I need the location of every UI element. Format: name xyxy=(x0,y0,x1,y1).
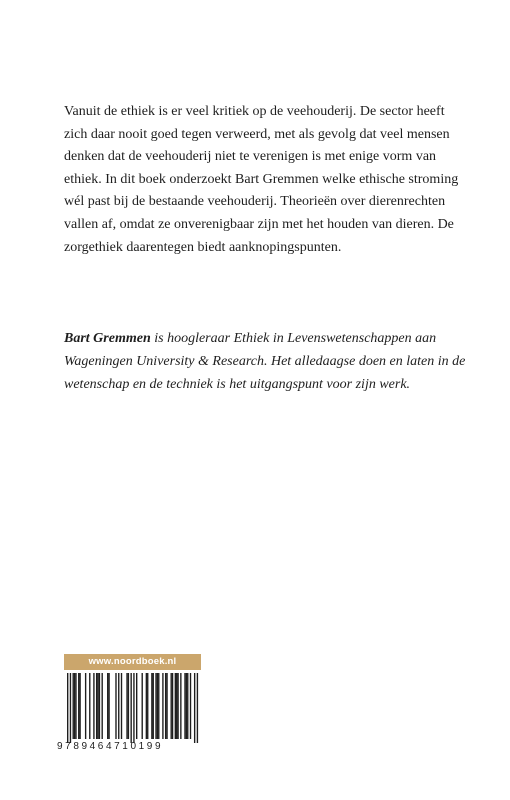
author-bio xyxy=(64,327,474,396)
barcode-bar xyxy=(151,673,152,739)
barcode-bar xyxy=(79,673,80,739)
barcode-bar xyxy=(176,673,177,739)
barcode-bar xyxy=(166,673,167,739)
barcode-bar xyxy=(107,673,108,739)
barcode-bar xyxy=(162,673,163,739)
barcode-bar xyxy=(153,673,154,739)
barcode-bars xyxy=(57,673,203,743)
barcode-bar xyxy=(146,673,147,739)
barcode-bar xyxy=(89,673,90,739)
barcode-bar xyxy=(136,673,137,739)
barcode-bar xyxy=(96,673,97,739)
author-bio-text: is hoogleraar Ethiek in Levenswetenschappen aan Wageningen University & Research. Het alledaagse doen en laten in de wetenschap en de techniek is het uitgangspunt voor zijn werk. xyxy=(64,331,466,392)
back-cover-blurb: Vanuit de ethiek is er veel kritiek op de veehouderij. De sector heeft zich daar nooit goed tegen verweerd, met als gevolg dat veel mensen denken dat de veehouderij niet te verenigen is met enige vorm van ethiek. In dit boek onderzoekt Bart Gremmen welke ethische stroming wél past bij de bestaande veehouderij. Theorieën over dierenrechten vallen af, omdat ze onverenigbaar zijn met het houden van dieren. De zorgethiek daarentegen biedt aanknopingspunten. xyxy=(64,104,459,255)
barcode-bar xyxy=(67,673,68,743)
barcode-bar xyxy=(118,673,119,739)
isbn-number: 9789464710199 xyxy=(57,741,164,752)
barcode-bar xyxy=(157,673,158,739)
barcode-bar xyxy=(73,673,74,739)
barcode-bar xyxy=(197,673,198,743)
barcode-bar xyxy=(133,673,134,743)
barcode-bar xyxy=(184,673,185,739)
barcode-bar xyxy=(121,673,122,739)
barcode-bar xyxy=(165,673,166,739)
barcode-bar xyxy=(102,673,103,739)
barcode-bar xyxy=(194,673,195,743)
barcode-bar xyxy=(99,673,100,739)
barcode-bar xyxy=(70,673,71,743)
barcode-bar xyxy=(130,673,131,743)
barcode-bar xyxy=(126,673,127,739)
barcode-bar xyxy=(97,673,98,739)
barcode-bar xyxy=(78,673,79,739)
barcode-bar xyxy=(180,673,181,739)
barcode-bar xyxy=(75,673,76,739)
barcode-bar xyxy=(128,673,129,739)
barcode-bar xyxy=(93,673,94,739)
barcode-bar xyxy=(85,673,86,739)
barcode-bar xyxy=(115,673,116,739)
publisher-website-badge: www.noordboek.nl xyxy=(64,654,201,670)
barcode-bar xyxy=(187,673,188,739)
barcode-bar xyxy=(108,673,109,739)
author-name: Bart Gremmen xyxy=(64,331,151,346)
barcode-bar xyxy=(142,673,143,739)
barcode-bar xyxy=(74,673,75,739)
barcode-bar xyxy=(190,673,191,739)
barcode-bar xyxy=(186,673,187,739)
barcode-bar xyxy=(158,673,159,739)
barcode-bar xyxy=(172,673,173,739)
barcode-bar xyxy=(175,673,176,739)
barcode-bar xyxy=(171,673,172,739)
barcode-bar xyxy=(147,673,148,739)
barcode-bar xyxy=(177,673,178,739)
barcode-bar xyxy=(155,673,156,739)
